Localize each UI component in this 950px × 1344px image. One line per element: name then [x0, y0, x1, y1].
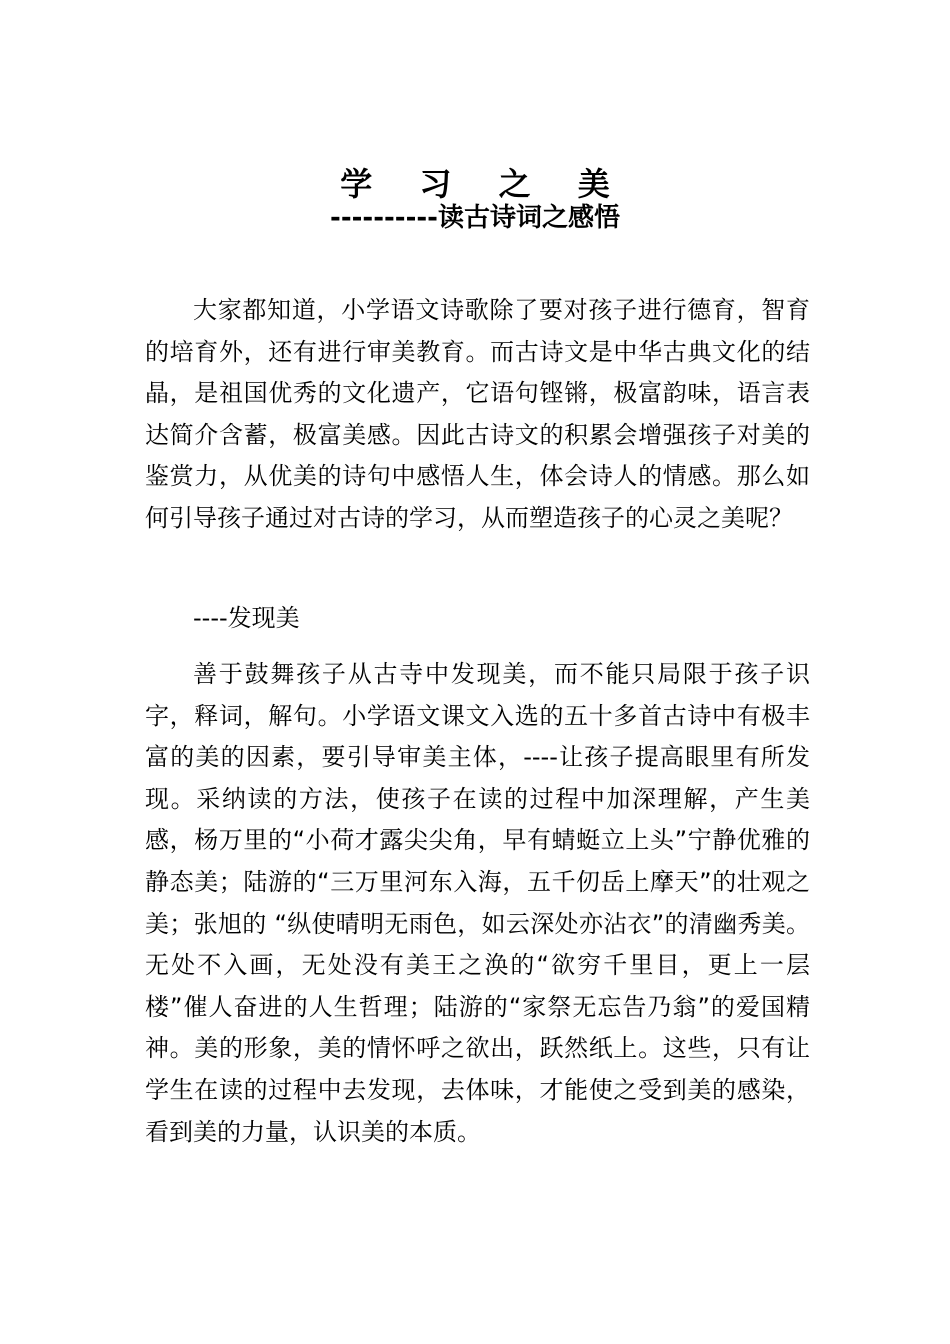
paragraph-discover-beauty: 善于鼓舞孩子从古寺中发现美，而不能只局限于孩子识字，释词，解句。小学语文课文入选的五十多首古诗中有极丰富的美的因素，要引导审美主体，----让孩子提高眼里有所发现。采纳读的方法，使孩子在读的过程中加深理解，产生美感，杨万里的“小荷才露尖尖角，早有蜻蜓立上头”宁静优雅的静态美；陆游的“三万里河东入海，五千仞岳上摩天”的壮观之美；张旭的 “纵使晴明无雨色，如云深处亦沾衣”的清幽秀美。无处不入画，无处没有美王之涣的“欲穷千里目，更上一层楼”催人奋进的人生哲理；陆游的“家祭无忘告乃翁”的爱国精神。美的形象，美的情怀呼之欲出，跃然纸上。这些，只有让学生在读的过程中去发现，去体味，才能使之受到美的感染，看到美的力量，认识美的本质。	[145, 660, 810, 1146]
document-subtitle: ----------读古诗词之感悟	[330, 203, 620, 233]
section-heading: ----发现美	[193, 604, 300, 632]
document-title: 学 习 之 美	[340, 165, 628, 204]
paragraph-intro: 大家都知道，小学语文诗歌除了要对孩子进行德育，智育的培育外，还有进行审美教育。而古诗文是中华古典文化的结晶，是祖国优秀的文化遗产，它语句铿锵，极富韵味，语言表达简介含蓄，极富美感。因此古诗文的积累会增强孩子对美的鉴赏力，从优美的诗句中感悟人生，体会诗人的情感。那么如何引导孩子通过对古诗的学习，从而塑造孩子的心灵之美呢？	[145, 296, 810, 532]
